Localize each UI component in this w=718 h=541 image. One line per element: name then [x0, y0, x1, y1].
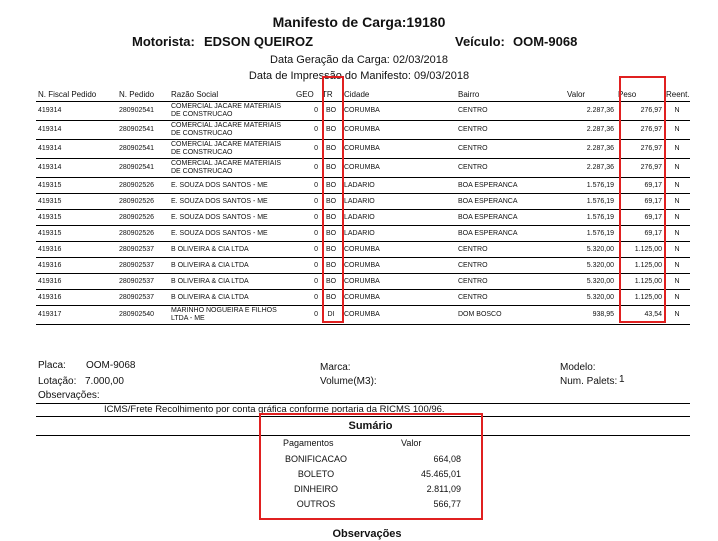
cell-cidade: CORUMBA — [342, 274, 456, 290]
cell-reent: N — [664, 242, 690, 258]
cell-nf: 419317 — [36, 306, 117, 325]
cell-razao: B OLIVEIRA & CIA LTDA — [169, 274, 294, 290]
cell-nf: 419316 — [36, 258, 117, 274]
cell-razao: COMERCIAL JACARE MATERIAIS DE CONSTRUCAO — [169, 159, 294, 178]
cell-reent: N — [664, 226, 690, 242]
cell-reent: N — [664, 306, 690, 325]
cell-tr: BO — [320, 121, 342, 140]
cell-bairro: BOA ESPERANCA — [456, 226, 565, 242]
cell-razao: B OLIVEIRA & CIA LTDA — [169, 258, 294, 274]
cell-geo: 0 — [294, 258, 320, 274]
cell-tr: DI — [320, 306, 342, 325]
cell-cidade: LADARIO — [342, 226, 456, 242]
cell-bairro: CENTRO — [456, 159, 565, 178]
cell-reent: N — [664, 102, 690, 121]
cell-cidade: CORUMBA — [342, 121, 456, 140]
cell-pedido: 280902526 — [117, 210, 169, 226]
cell-tr: BO — [320, 258, 342, 274]
cell-nf: 419316 — [36, 290, 117, 306]
cell-razao: E. SOUZA DOS SANTOS - ME — [169, 194, 294, 210]
vehicle-plate: OOM-9068 — [513, 34, 578, 49]
volume-label: Volume(M3): — [320, 376, 377, 387]
table-row — [36, 210, 690, 226]
summary-value: 45.465,01 — [420, 469, 461, 479]
summary-col-payments: Pagamentos — [283, 438, 334, 448]
col-reent: Reent. — [664, 87, 690, 102]
table-row — [36, 306, 690, 325]
table-row — [36, 121, 690, 140]
cell-peso: 1.125,00 — [616, 290, 664, 306]
cell-razao: MARINHO NOGUEIRA E FILHOS LTDA - ME — [169, 306, 294, 325]
cell-reent: N — [664, 258, 690, 274]
cell-geo: 0 — [294, 178, 320, 194]
cell-razao: B OLIVEIRA & CIA LTDA — [169, 242, 294, 258]
cell-geo: 0 — [294, 102, 320, 121]
paletes-value: 1 — [619, 374, 625, 385]
cell-peso: 276,97 — [616, 102, 664, 121]
summary-payment: BONIFICACAO — [284, 454, 347, 464]
cell-valor: 5.320,00 — [565, 258, 616, 274]
cell-reent: N — [664, 140, 690, 159]
cell-tr: BO — [320, 178, 342, 194]
col-razao: Razão Social — [169, 87, 294, 102]
cell-bairro: DOM BOSCO — [456, 306, 565, 325]
table-row — [36, 178, 690, 194]
placa-value: OOM-9068 — [86, 360, 136, 371]
print-date: Data de Impressão do Manifesto: 09/03/2018 — [248, 70, 470, 82]
cell-bairro: CENTRO — [456, 274, 565, 290]
col-pedido: N. Pedido — [117, 87, 169, 102]
summary-payment: OUTROS — [296, 499, 336, 509]
summary-value: 2.811,09 — [426, 484, 461, 494]
cell-geo: 0 — [294, 242, 320, 258]
icms-note: ICMS/Frete Recolhimento por conta gráfica conforme portaria da RICMS 100/96. — [104, 404, 445, 415]
summary-payment: BOLETO — [297, 469, 335, 479]
cell-geo: 0 — [294, 274, 320, 290]
cell-geo: 0 — [294, 306, 320, 325]
cell-bairro: CENTRO — [456, 290, 565, 306]
cell-bairro: BOA ESPERANCA — [456, 178, 565, 194]
marca-label: Marca: — [320, 362, 351, 373]
cell-razao: B OLIVEIRA & CIA LTDA — [169, 290, 294, 306]
cell-peso: 1.125,00 — [616, 242, 664, 258]
cell-valor: 2.287,36 — [565, 159, 616, 178]
table-row — [36, 242, 690, 258]
cell-cidade: CORUMBA — [342, 258, 456, 274]
cell-peso: 69,17 — [616, 178, 664, 194]
cell-pedido: 280902526 — [117, 194, 169, 210]
cell-pedido: 280902537 — [117, 290, 169, 306]
cell-razao: E. SOUZA DOS SANTOS - ME — [169, 210, 294, 226]
cell-bairro: CENTRO — [456, 121, 565, 140]
cell-pedido: 280902541 — [117, 159, 169, 178]
tr-column-highlight — [322, 76, 344, 323]
cell-pedido: 280902526 — [117, 226, 169, 242]
col-bairro: Bairro — [456, 87, 565, 102]
cell-reent: N — [664, 159, 690, 178]
cell-tr: BO — [320, 159, 342, 178]
cell-razao: E. SOUZA DOS SANTOS - ME — [169, 226, 294, 242]
cell-nf: 419315 — [36, 210, 117, 226]
cell-tr: BO — [320, 102, 342, 121]
summary-value: 566,77 — [433, 499, 461, 509]
cell-geo: 0 — [294, 121, 320, 140]
cell-valor: 1.576,19 — [565, 210, 616, 226]
table-row — [36, 226, 690, 242]
cell-cidade: CORUMBA — [342, 140, 456, 159]
summary-value: 664,08 — [433, 454, 461, 464]
cell-valor: 2.287,36 — [565, 121, 616, 140]
cell-bairro: BOA ESPERANCA — [456, 194, 565, 210]
cell-tr: BO — [320, 290, 342, 306]
summary-title: Sumário — [348, 420, 393, 432]
col-cidade: Cidade — [342, 87, 456, 102]
cell-razao: COMERCIAL JACARE MATERIAIS DE CONSTRUCAO — [169, 102, 294, 121]
driver-name: EDSON QUEIROZ — [204, 34, 314, 49]
cell-cidade: LADARIO — [342, 194, 456, 210]
cell-peso: 1.125,00 — [616, 258, 664, 274]
cell-cidade: CORUMBA — [342, 102, 456, 121]
manifest-title: Manifesto de Carga:19180 — [272, 14, 446, 30]
cell-tr: BO — [320, 226, 342, 242]
cell-tr: BO — [320, 242, 342, 258]
cell-cidade: CORUMBA — [342, 242, 456, 258]
cell-pedido: 280902537 — [117, 258, 169, 274]
table-row — [36, 290, 690, 306]
cell-peso: 69,17 — [616, 226, 664, 242]
cell-bairro: CENTRO — [456, 140, 565, 159]
cell-nf: 419314 — [36, 102, 117, 121]
col-valor: Valor — [565, 87, 616, 102]
cell-geo: 0 — [294, 140, 320, 159]
summary-payment: DINHEIRO — [293, 484, 338, 494]
cell-valor: 5.320,00 — [565, 290, 616, 306]
summary-highlight — [259, 413, 483, 520]
cell-nf: 419315 — [36, 226, 117, 242]
cell-peso: 69,17 — [616, 210, 664, 226]
table-row — [36, 258, 690, 274]
modelo-label: Modelo: — [560, 362, 596, 373]
cell-peso: 276,97 — [616, 159, 664, 178]
cell-peso: 276,97 — [616, 121, 664, 140]
cell-reent: N — [664, 210, 690, 226]
cell-valor: 5.320,00 — [565, 242, 616, 258]
cell-pedido: 280902526 — [117, 178, 169, 194]
cell-peso: 1.125,00 — [616, 274, 664, 290]
cell-valor: 5.320,00 — [565, 274, 616, 290]
cell-valor: 1.576,19 — [565, 194, 616, 210]
table-row — [36, 102, 690, 121]
cell-valor: 2.287,36 — [565, 140, 616, 159]
paletes-label: Num. Palets: — [560, 376, 618, 387]
cell-pedido: 280902541 — [117, 121, 169, 140]
cell-bairro: CENTRO — [456, 242, 565, 258]
cell-peso: 276,97 — [616, 140, 664, 159]
cell-tr: BO — [320, 274, 342, 290]
cell-cidade: CORUMBA — [342, 290, 456, 306]
cell-bairro: CENTRO — [456, 102, 565, 121]
placa-label: Placa: — [38, 360, 66, 371]
observacoes-title: Observações — [332, 528, 402, 540]
cell-geo: 0 — [294, 194, 320, 210]
cell-razao: E. SOUZA DOS SANTOS - ME — [169, 178, 294, 194]
cell-cidade: CORUMBA — [342, 159, 456, 178]
col-peso: Peso — [616, 87, 664, 102]
cell-valor: 938,95 — [565, 306, 616, 325]
cell-razao: COMERCIAL JACARE MATERIAIS DE CONSTRUCAO — [169, 140, 294, 159]
table-row — [36, 140, 690, 159]
cell-razao: COMERCIAL JACARE MATERIAIS DE CONSTRUCAO — [169, 121, 294, 140]
cell-nf: 419314 — [36, 121, 117, 140]
table-row — [36, 274, 690, 290]
cell-geo: 0 — [294, 290, 320, 306]
cell-geo: 0 — [294, 226, 320, 242]
cell-peso: 69,17 — [616, 194, 664, 210]
cell-bairro: CENTRO — [456, 258, 565, 274]
cell-nf: 419314 — [36, 159, 117, 178]
cell-reent: N — [664, 290, 690, 306]
cell-pedido: 280902537 — [117, 242, 169, 258]
cell-peso: 43,54 — [616, 306, 664, 325]
lotacao-label: Lotação: — [38, 376, 77, 387]
cell-geo: 0 — [294, 159, 320, 178]
cell-pedido: 280902537 — [117, 274, 169, 290]
cell-valor: 1.576,19 — [565, 178, 616, 194]
cell-bairro: BOA ESPERANCA — [456, 210, 565, 226]
table-row — [36, 194, 690, 210]
col-tr: TR — [320, 87, 342, 102]
cell-cidade: LADARIO — [342, 210, 456, 226]
cell-pedido: 280902541 — [117, 140, 169, 159]
col-nf: N. Fiscal Pedido — [36, 87, 117, 102]
cell-nf: 419314 — [36, 140, 117, 159]
generation-date: Data Geração da Carga: 02/03/2018 — [270, 54, 448, 66]
lotacao-value: 7.000,00 — [85, 376, 124, 387]
items-table — [36, 87, 690, 325]
cell-nf: 419315 — [36, 178, 117, 194]
driver-label: Motorista: — [132, 34, 195, 49]
cell-valor: 1.576,19 — [565, 226, 616, 242]
cell-tr: BO — [320, 194, 342, 210]
summary-col-value: Valor — [401, 438, 422, 448]
cell-nf: 419316 — [36, 242, 117, 258]
cell-cidade: CORUMBA — [342, 306, 456, 325]
cell-pedido: 280902541 — [117, 102, 169, 121]
cell-pedido: 280902540 — [117, 306, 169, 325]
cell-reent: N — [664, 194, 690, 210]
cell-reent: N — [664, 178, 690, 194]
table-row — [36, 159, 690, 178]
cell-tr: BO — [320, 210, 342, 226]
col-geo: GEO — [294, 87, 320, 102]
cell-nf: 419315 — [36, 194, 117, 210]
table-header-row — [36, 87, 690, 102]
vehicle-label: Veículo: — [455, 34, 505, 49]
cell-reent: N — [664, 121, 690, 140]
cell-reent: N — [664, 274, 690, 290]
cell-tr: BO — [320, 140, 342, 159]
cell-nf: 419316 — [36, 274, 117, 290]
observacoes-label: Observações: — [38, 390, 100, 401]
cell-cidade: LADARIO — [342, 178, 456, 194]
cell-valor: 2.287,36 — [565, 102, 616, 121]
cell-geo: 0 — [294, 210, 320, 226]
peso-column-highlight — [619, 76, 666, 323]
